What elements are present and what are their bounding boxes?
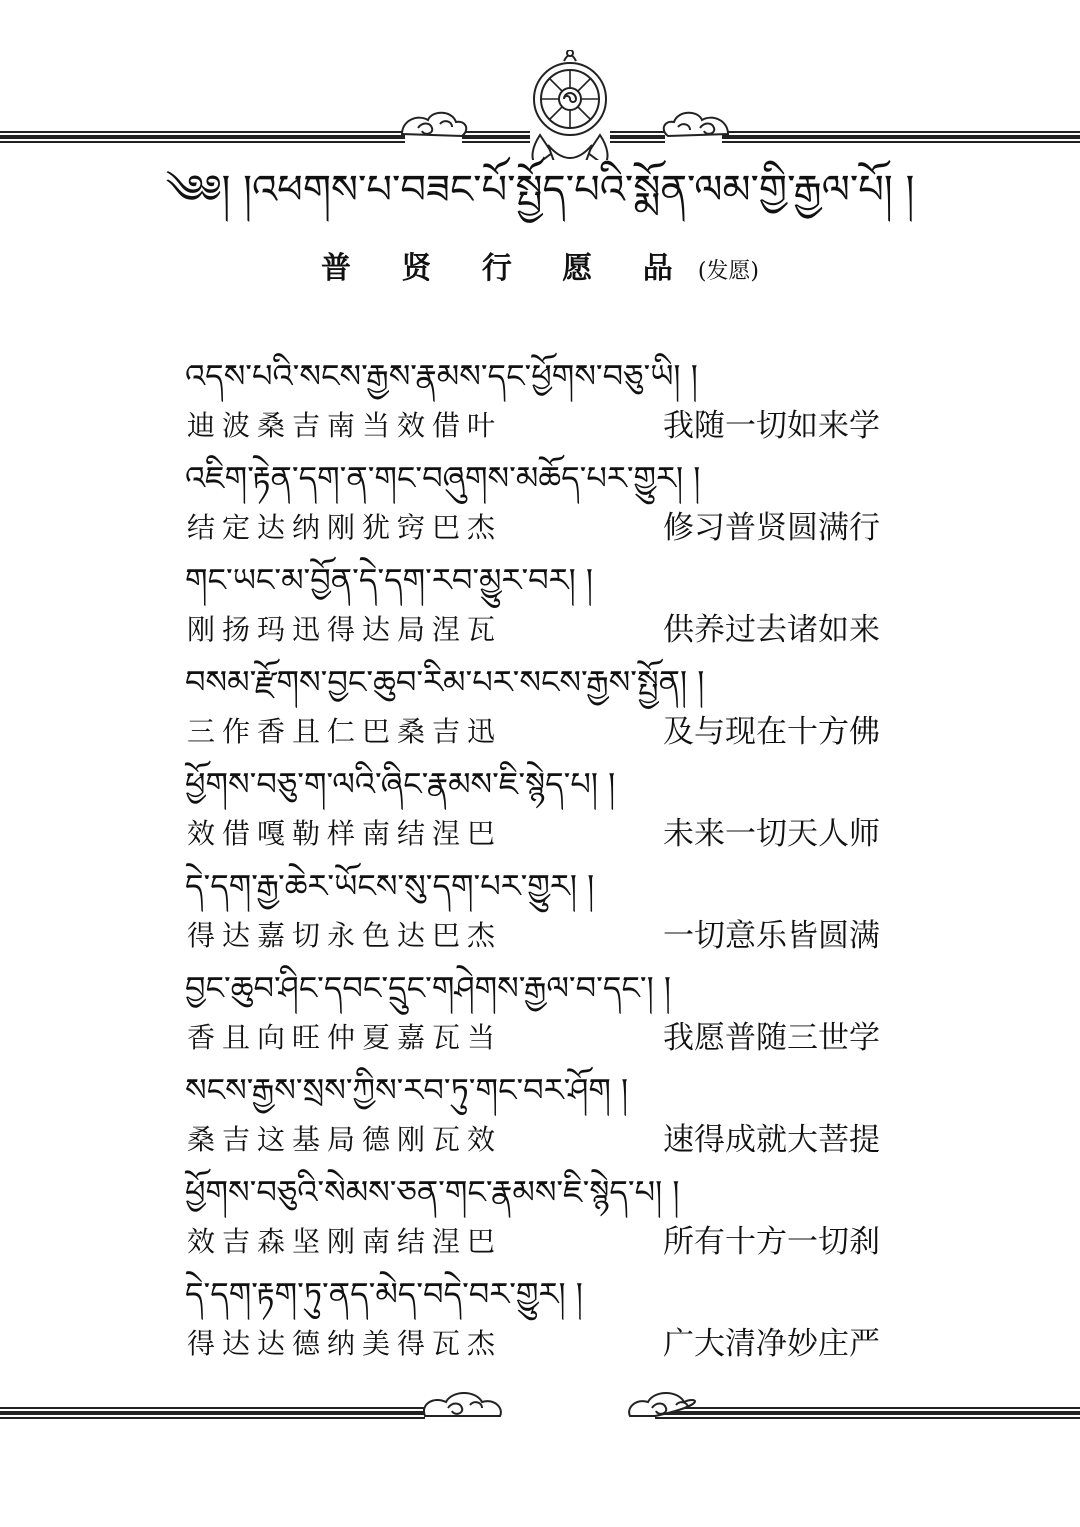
left-footer-rule [0, 1408, 425, 1418]
tibetan-line: གང་ཡང་མ་བྱོན་དེ་དག་རབ་མྱུར་བར། ། [185, 561, 593, 599]
transliteration-line: 刚扬玛迅得达局涅瓦 [187, 613, 503, 646]
tibetan-line: འཇིག་རྟེན་དག་ན་གང་བཞུགས་མཆོད་པར་གྱུར། ། [185, 459, 701, 497]
translation-line: 一切意乐皆圆满 [663, 918, 880, 954]
verse-item [185, 1268, 905, 1370]
verse-item [185, 962, 905, 1064]
translation-line: 我随一切如来学 [663, 408, 880, 444]
transliteration-line: 得达嘉切永色达巴杰 [187, 919, 503, 952]
transliteration-line: 效借嘎勒样南结涅巴 [187, 817, 503, 850]
dharma-wheel-icon [533, 50, 608, 160]
tibetan-line: སངས་རྒྱས་སྲས་ཀྱིས་རབ་ཏུ་གང་བར་ཤོག ། [185, 1071, 629, 1109]
right-footer-rule [655, 1408, 1080, 1418]
transliteration-line: 效吉森坚刚南结涅巴 [187, 1225, 503, 1258]
transliteration-line: 三作香且仁巴桑吉迅 [187, 715, 503, 748]
tibetan-line: ཕྱོགས་བཅུའི་སེམས་ཅན་གང་རྣམས་ཇི་སྙེད་པ། ། [185, 1173, 680, 1211]
tibetan-line: དེ་དག་རྒྱ་ཆེར་ཡོངས་སུ་དག་པར་གྱུར། ། [185, 867, 595, 905]
tibetan-title: ༄༅། །འཕགས་པ་བཟང་པོ་སྤྱོད་པའི་སྨོན་ལམ་གྱི་རྒྱལ་པོ། ། [165, 167, 915, 213]
chinese-title-block [0, 243, 1080, 287]
transliteration-line: 迪波桑吉南当效借叶 [187, 409, 503, 442]
verse-item [185, 350, 905, 452]
transliteration-line: 得达达德纳美得瓦杰 [187, 1327, 503, 1360]
verse-item [185, 758, 905, 860]
translation-line: 所有十方一切刹 [663, 1224, 880, 1260]
tibetan-line: འདས་པའི་སངས་རྒྱས་རྣམས་དང་ཕྱོགས་བཅུ་ཡི། ། [185, 357, 698, 395]
verse-item [185, 860, 905, 962]
translation-line: 修习普贤圆满行 [663, 510, 880, 546]
translation-line: 及与现在十方佛 [663, 714, 880, 750]
tibetan-line: བྱང་ཆུབ་ཤིང་དབང་དྲུང་གཤེགས་རྒྱལ་བ་དང་། ། [185, 969, 671, 1007]
cloud-scroll-icon [664, 113, 728, 136]
transliteration-line: 桑吉这基局德刚瓦效 [187, 1123, 503, 1156]
chinese-title: 普 贤 行 愿 品 [320, 251, 693, 286]
transliteration-line: 结定达纳刚犹窍巴杰 [187, 511, 503, 544]
translation-line: 未来一切天人师 [663, 816, 880, 852]
tibetan-line: ཕྱོགས་བཅུ་ག་ལའི་ཞིང་རྣམས་ཇི་སྙེད་པ། ། [185, 765, 616, 803]
tibetan-line: བསམ་རྫོགས་བྱང་ཆུབ་རིམ་པར་སངས་རྒྱས་སྤྱོན། ། [185, 663, 705, 701]
translation-line: 我愿普随三世学 [663, 1020, 880, 1056]
verse-item [185, 1166, 905, 1268]
footer-ornament [0, 1378, 1080, 1438]
verse-list [185, 350, 905, 1370]
cloud-scroll-icon [402, 113, 466, 136]
verse-item [185, 554, 905, 656]
verse-item [185, 656, 905, 758]
translation-line: 广大清净妙庄严 [663, 1326, 880, 1362]
chinese-subtitle: (发愿) [697, 259, 760, 284]
translation-line: 速得成就大菩提 [663, 1122, 880, 1158]
transliteration-line: 香且向旺仲夏嘉瓦当 [187, 1021, 503, 1054]
verse-item [185, 1064, 905, 1166]
cloud-scroll-icon [424, 1393, 501, 1416]
tibetan-line: དེ་དག་རྟག་ཏུ་ནད་མེད་བདེ་བར་གྱུར། ། [185, 1275, 583, 1313]
verse-item [185, 452, 905, 554]
header-ornament [0, 50, 1080, 160]
translation-line: 供养过去诸如来 [663, 612, 880, 648]
